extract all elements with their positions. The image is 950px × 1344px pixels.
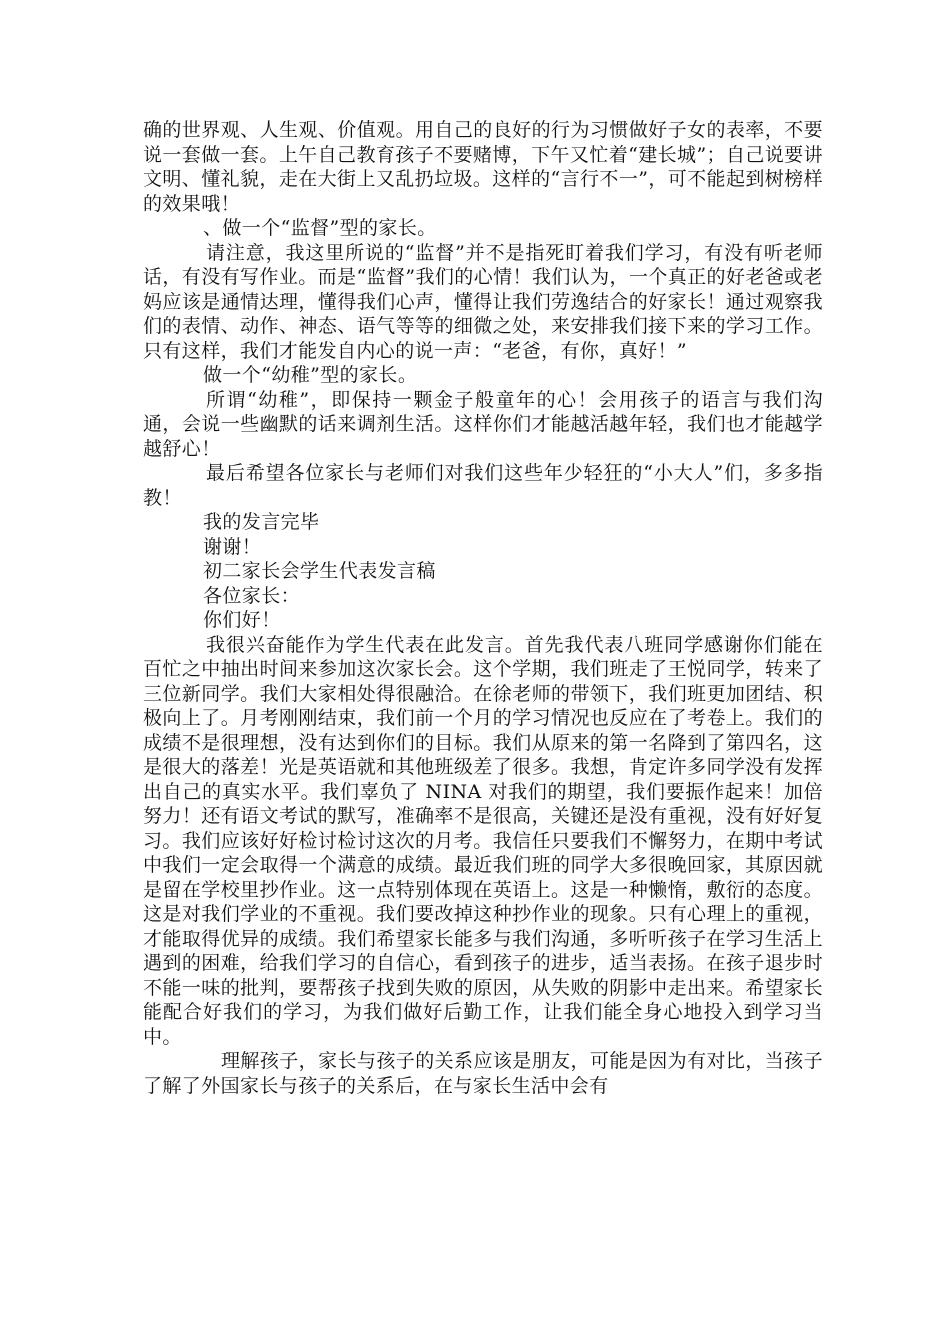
- paragraph-supervisor: 请注意，我这里所说的“监督”并不是指死盯着我们学习，有没有听老师话，有没有写作业。而是“监督”我们的心情！我们认为，一个真正的好老爸或老妈应该是通情达理，懂得我们心声，懂得让我们劳逸结合的好家长！通过观察我们的表情、动作、神态、语气等等的细微之处，来安排我们接下来的学习工作。只有这样，我们才能发自内心的说一声：“老爸，有你，真好！”: [143, 241, 823, 362]
- salutation: 各位家长：: [203, 584, 301, 607]
- document-body: [143, 118, 823, 1098]
- heading-childlike-parent: 做一个“幼稚”型的家长。: [203, 364, 418, 386]
- paragraph-childlike: 所谓“幼稚”，即保持一颗金子般童年的心！会用孩子的语言与我们沟通，会说一些幽默的话来调剂生活。这样你们才能越活越年轻，我们也才能越学越舒心！: [143, 388, 823, 460]
- line-thanks: 谢谢！: [203, 535, 262, 558]
- greeting: 你们好！: [203, 609, 281, 631]
- line-speech-finished: 我的发言完毕: [203, 511, 320, 533]
- heading-supervisor-parent: 、做一个“监督”型的家长。: [203, 217, 437, 239]
- paragraph-main-speech: 我很兴奋能作为学生代表在此发言。首先我代表八班同学感谢你们能在百忙之中抽出时间来参加这次家长会。这个学期，我们班走了王悦同学，转来了三位新同学。我们大家相处得很融洽。在徐老师的带领下，我们班更加团结、积极向上了。月考刚刚结束，我们前一个月的学习情况也反应在了考卷上。我们的成绩不是很理想，没有达到你们的目标。我们从原来的第一名降到了第四名，这是很大的落差！光是英语就和其他班级差了很多。我想，肯定许多同学没有发挥出自己的真实水平。我们辜负了 NINA 对我们的期望，我们要振作起来！加倍努力！还有语文考试的默写，准确率不是很高，关键还是没有重视，没有好好复习。我们应该好好检讨检讨这次的月考。我信任只要我们不懈努力，在期中考试中我们一定会取得一个满意的成绩。最近我们班的同学大多很晚回家，其原因就是留在学校里抄作业。这一点特别体现在英语上。这是一种懒惰，敷衍的态度。这是对我们学业的不重视。我们要改掉这种抄作业的现象。只有心理上的重视，才能取得优异的成绩。我们希望家长能多与我们沟通，多听听孩子在学习生活上遇到的困难，给我们学习的自信心，看到孩子的进步，适当表扬。在孩子退步时不能一味的批判，要帮孩子找到失败的原因，从失败的阴影中走出来。希望家长能配合好我们的学习，为我们做好后勤工作，让我们能全身心地投入到学习当中。: [143, 633, 823, 1048]
- paragraph-closing-hope: 最后希望各位家长与老师们对我们这些年少轻狂的“小大人”们，多多指教！: [143, 462, 823, 509]
- paragraph-role-model: 确的世界观、人生观、价值观。用自己的良好的行为习惯做好子女的表率，不要说一套做一套。上午自己教育孩子不要赌博，下午又忙着“建长城”；自己说要讲文明、懂礼貌，走在大街上又乱扔垃圾。这样的“言行不一”，可不能起到树榜样的效果哦！: [143, 119, 823, 215]
- paragraph-understand-children: 理解孩子，家长与孩子的关系应该是朋友，可能是因为有对比，当孩子了解了外国家长与孩子的关系后，在与家长生活中会有: [143, 1050, 823, 1097]
- speech-title: 初二家长会学生代表发言稿: [203, 560, 436, 582]
